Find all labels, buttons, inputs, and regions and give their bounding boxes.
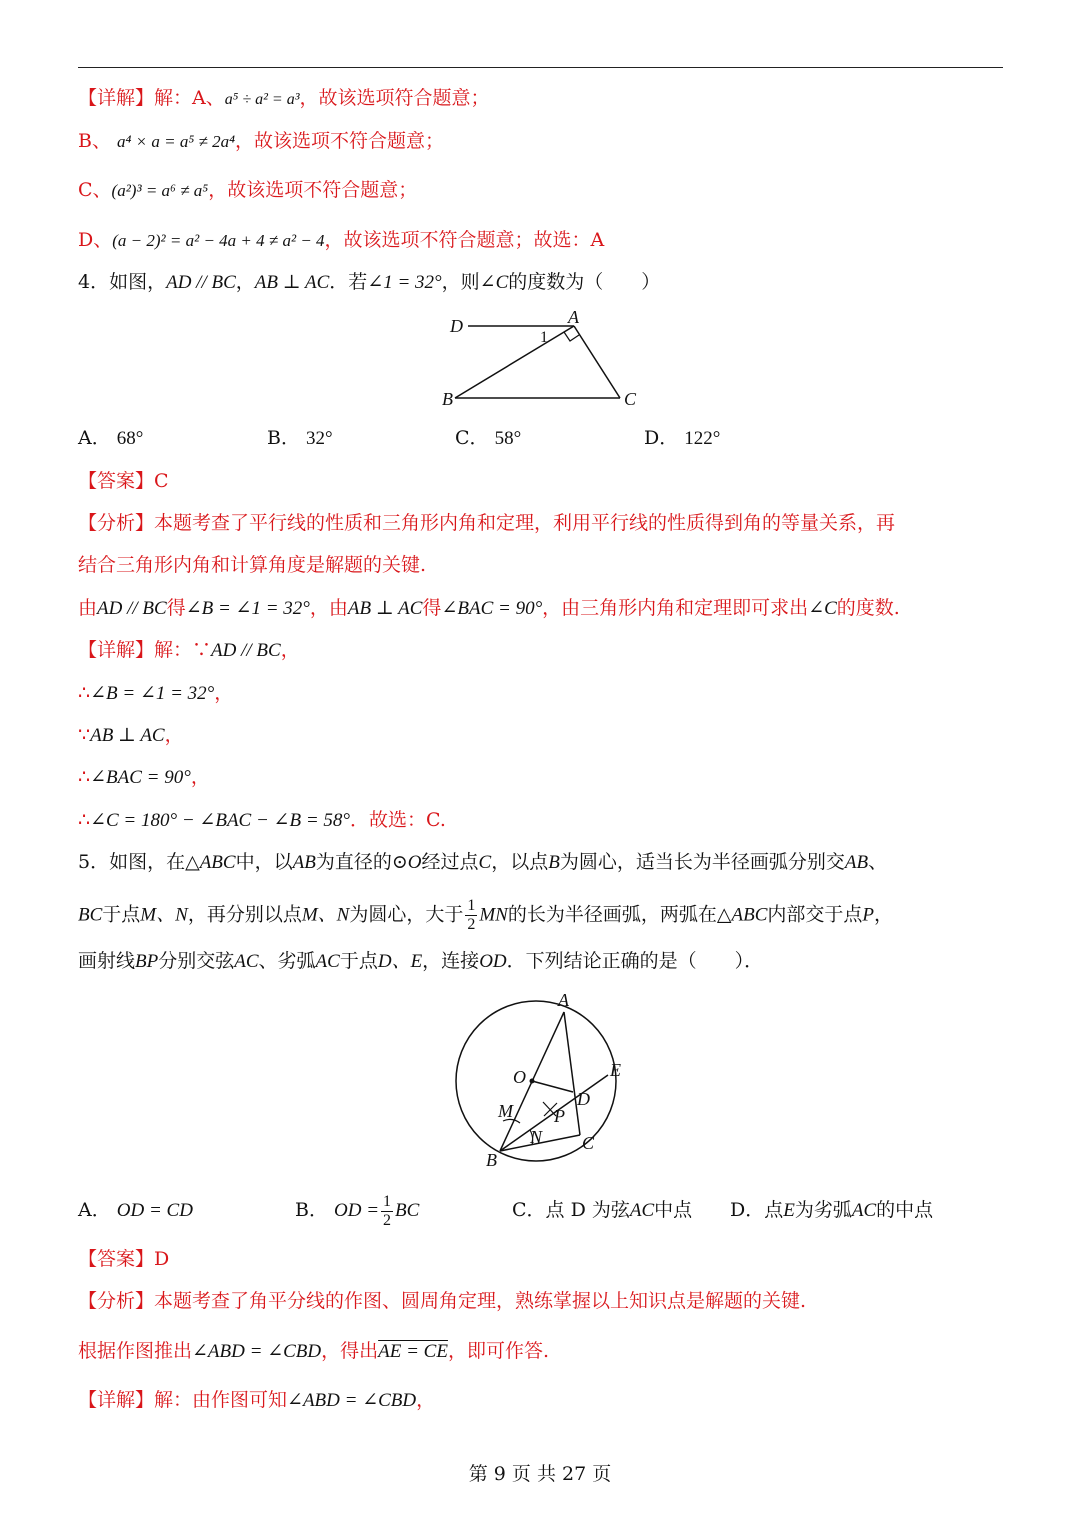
label-angle-1: 1 — [540, 329, 548, 346]
header-rule — [78, 67, 1003, 68]
label-b: B — [442, 389, 453, 409]
q4-option-d: D． 122° — [644, 427, 721, 449]
label-e: E — [610, 1060, 621, 1080]
q5-figure — [440, 985, 640, 1170]
label-a: A — [568, 307, 579, 327]
label-b: B — [486, 1150, 497, 1170]
q4-analysis-3: 由AD // BC得∠B = ∠1 = 32°，由AB ⊥ AC得∠BAC = 90°，由三角形内角和定理即可求出∠C的度数. — [78, 597, 900, 619]
q4-detail-2: ∴∠B = ∠1 = 32°， — [78, 682, 234, 704]
q5-stem-line-2: BC于点M、N，再分别以点M、N为圆心，大于 $\frac{1}{2}$ MN的长为半径画弧，两弧在△ABC内部交于点P， — [78, 897, 894, 933]
line-ac — [574, 326, 620, 398]
q4-detail-4: ∴∠BAC = 90°， — [78, 766, 210, 788]
label-d: D — [577, 1089, 590, 1109]
q4-analysis-2: 结合三角形内角和计算角度是解题的关键. — [78, 554, 427, 576]
line-od — [532, 1081, 573, 1092]
label-o: O — [513, 1067, 526, 1087]
label-a: A — [558, 990, 569, 1010]
q5-detail-1: 【详解】解：由作图可知∠ABD = ∠CBD， — [78, 1389, 436, 1411]
q4-analysis-1: 【分析】本题考查了平行线的性质和三角形内角和定理，利用平行线的性质得到角的等量关系，再 — [78, 512, 896, 534]
q4-stem: 4．如图，AD // BC，AB ⊥ AC．若∠1 = 32°，则∠C的度数为（ ） — [78, 271, 661, 293]
q5-analysis-2: 根据作图推出∠ABD = ∠CBD，得出AE = CE，即可作答. — [78, 1340, 549, 1362]
q5-stem-line-1: 5．如图，在△ABC中，以AB为直径的⊙O经过点C，以点B为圆心，适当长为半径画弧分别交AB、 — [78, 851, 888, 873]
q4-figure — [430, 305, 650, 415]
q4-detail-3: ∵AB ⊥ AC， — [78, 724, 184, 746]
label-d: D — [450, 316, 463, 336]
prev-detail-line-2: B、 a⁴ × a = a⁵ ≠ 2a⁴，故该选项不符合题意； — [78, 130, 445, 152]
q5-option-c: C．点 D 为弦AC中点 — [512, 1199, 693, 1221]
q4-option-c: C． 58° — [455, 427, 522, 449]
label-c: C — [582, 1133, 595, 1153]
q5-analysis-1: 【分析】本题考查了角平分线的作图、圆周角定理，熟练掌握以上知识点是解题的关键. — [78, 1290, 807, 1312]
label-p: P — [554, 1106, 565, 1126]
prev-detail-line-1: 【详解】解：A、a⁵ ÷ a² = a³，故该选项符合题意； — [78, 87, 490, 109]
label-c: C — [624, 389, 637, 409]
q4-option-a: A． 68° — [78, 427, 144, 449]
prev-detail-line-3: C、(a²)³ = a⁶ ≠ a⁵，故该选项不符合题意； — [78, 179, 418, 201]
q5-option-b: B． OD = $\frac{1}{2}$ BC — [295, 1192, 420, 1229]
q5-option-d: D．点E为劣弧AC的中点 — [730, 1199, 934, 1221]
label-m: M — [498, 1101, 513, 1121]
q4-detail-5: ∴∠C = 180° − ∠BAC − ∠B = 58°．故选：C. — [78, 809, 446, 831]
q5-option-a: A． OD = CD — [78, 1199, 193, 1221]
prev-detail-line-4: D、(a − 2)² = a² − 4a + 4 ≠ a² − 4，故该选项不符合题意；故选：A — [78, 229, 605, 251]
fraction-half: $\frac{1}{2}$ — [467, 897, 476, 933]
q4-detail-1: 【详解】解：∵AD // BC， — [78, 639, 300, 661]
q5-answer: 【答案】D — [78, 1248, 170, 1270]
q4-answer: 【答案】C — [78, 470, 169, 492]
point-o — [530, 1079, 535, 1084]
q5-stem-line-3: 画射线BP分别交弦AC、劣弧AC于点D、E，连接OD．下列结论正确的是（ ）． — [78, 950, 764, 972]
line-ab — [455, 326, 574, 398]
q4-option-b: B． 32° — [267, 427, 333, 449]
page-footer: 第 9 页 共 27 页 — [468, 1463, 612, 1485]
label-n: N — [530, 1127, 543, 1147]
line-ac — [564, 1012, 580, 1135]
right-angle-mark — [564, 332, 579, 341]
